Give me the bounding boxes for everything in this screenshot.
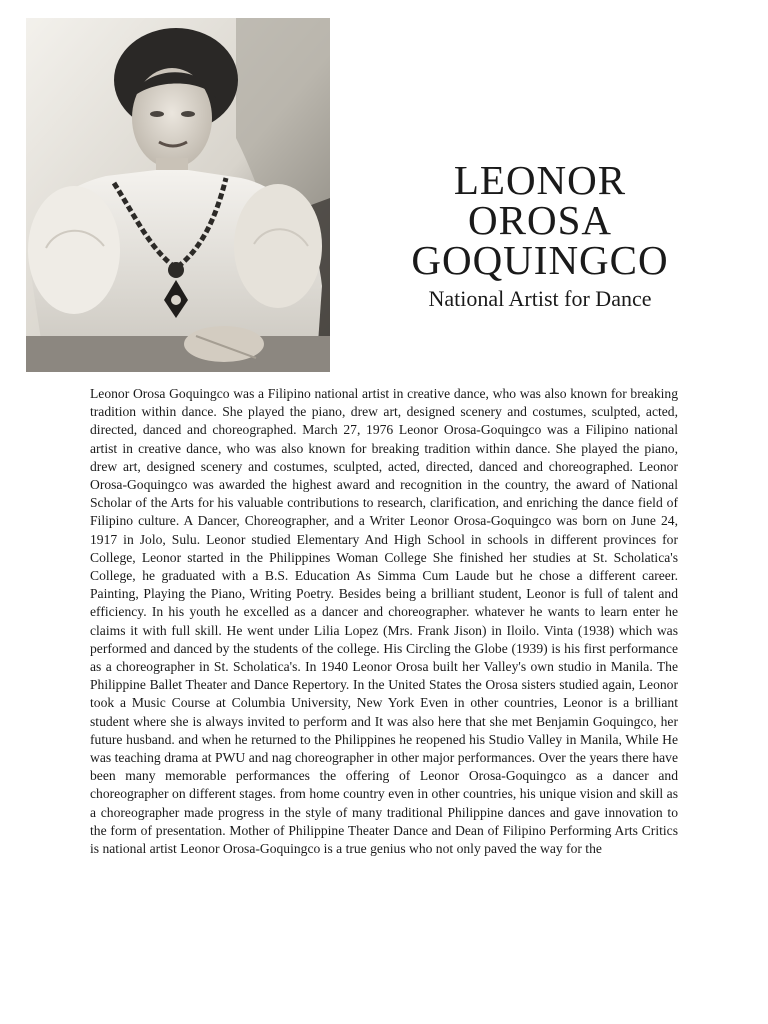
title-block bbox=[360, 157, 720, 312]
biography-text: Leonor Orosa Goquingco was a Filipino national artist in creative dance, who was also known for breaking tradition within dance. She played the piano, drew art, designed scenery and costumes, sculpted, acted, directed, danced and choreographed. March 27, 1976 Leonor Orosa-Goquingco was a Filipino national artist in creative dance, who was also known for breaking tradition within dance. She played the piano, drew art, designed scenery and costumes, sculpted, acted, directed, danced and choreographed. Leonor Orosa-Goquingco was awarded the highest award and recognition in the country, the award of National Scholar of the Arts for his valuable contributions to research, clarification, and enriching the dance field of Filipino culture. A Dancer, Choreographer, and a Writer Leonor Orosa-Goquingco was born on June 24, 1917 in Jolo, Sulu. Leonor studied Elementary And High School in schools in different provinces for College, Leonor started in the Philippines Woman College She finished her studies at St. Scholatica's College, he graduated with a B.S. Education As Simma Cum Laude but he chose a different career. Painting, Playing the Piano, Writing Poetry. Besides being a brilliant student, Leonor is full of talent and efficiency. In his youth he excelled as a dancer and choreographer. whatever he wants to learn enter he claims it with full skill. He went under Lilia Lopez (Mrs. Frank Jison) in Iloilo. Vinta (1938) which was performed and danced by the students of the college. His Circling the Globe (1939) is his first performance as a choreographer in St. Scholatica's. In 1940 Leonor Orosa built her Valley's own studio in Manila. The Philippine Ballet Theater and Dance Repertory. In the United States the Orosa sisters studied again, Leonor took a Music Course at Columbia University, New York Even in other countries, Leonor is a brilliant student where she is always invited to perform and It was also here that she met Benjamin Goquingco, her future husband. and when he returned to the Philippines he reopened his Studio Valley in Manila, While He was teaching drama at PWU and nag choreographer in other major performances. Over the years there have been many memorable performances the offering of Leonor Orosa-Goquingco as a dancer and choreographer on different stages. from home country even in other countries, his unique vision and skill as a choreographer made progress in the style of many traditional Philippine dances and gave innovation to the form of presentation. Mother of Philippine Theater Dance and Dean of Filipino Performing Arts Critics is national artist Leonor Orosa-Goquingco is a true genius who not only paved the way for the bbox=[90, 386, 678, 857]
subtitle: National Artist for Dance bbox=[428, 286, 652, 311]
title-last-name: GOQUINGCO bbox=[411, 237, 669, 283]
portrait-photo bbox=[26, 18, 330, 372]
title-middle-name: OROSA bbox=[468, 197, 612, 243]
title-first-name: LEONOR bbox=[453, 157, 627, 203]
portrait-illustration bbox=[26, 18, 330, 372]
